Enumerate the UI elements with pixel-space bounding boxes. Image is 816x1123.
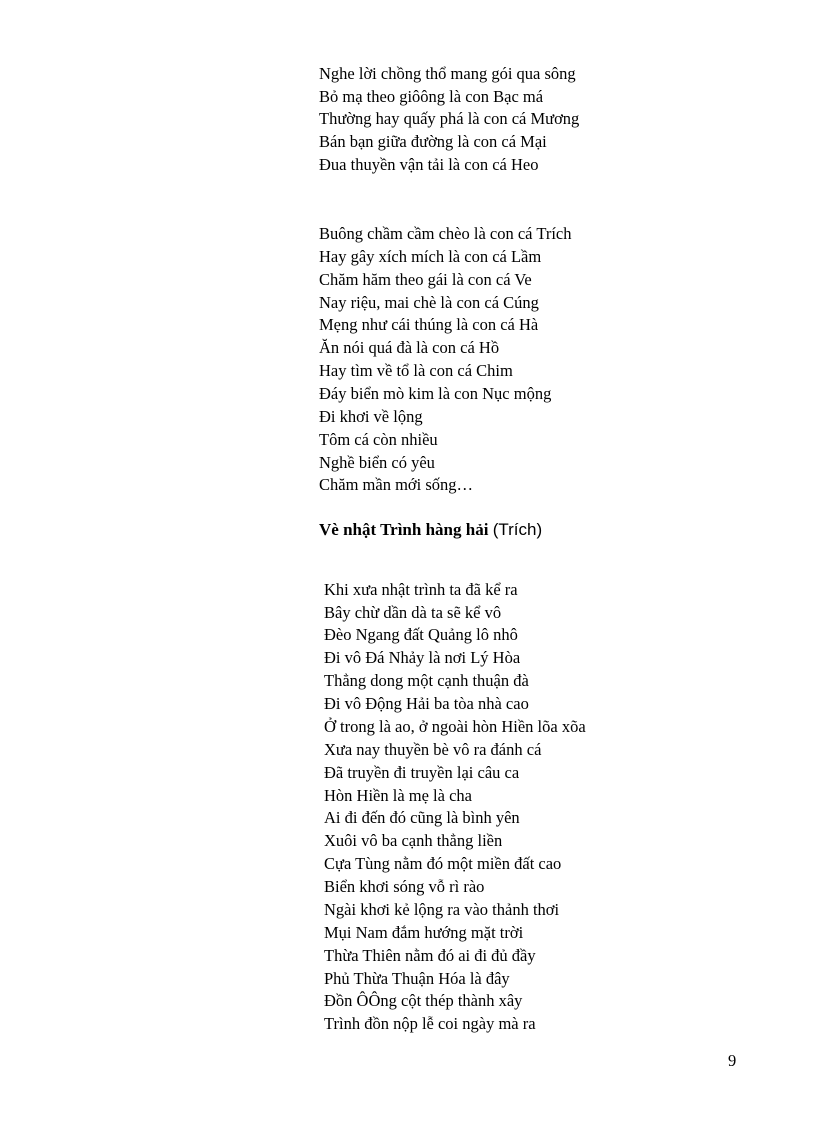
verse-line: Bây chừ dần dà ta sẽ kể vô (324, 603, 502, 622)
verse-line: Cựa Tùng nằm đó một miền đất cao (324, 854, 562, 873)
verse-line: Nghề biển có yêu (319, 453, 435, 472)
verse-line: Đua thuyền vận tải là con cá Heo (319, 155, 539, 174)
verse-line: Biển khơi sóng vỗ rì rào (324, 877, 485, 896)
verse-line: Hay gây xích mích là con cá Lầm (319, 247, 542, 266)
verse-line: Buông chầm cầm chèo là con cá Trích (319, 224, 572, 243)
verse-line: Đã truyền đi truyền lại câu ca (324, 763, 520, 782)
verse-line: Tôm cá còn nhiều (319, 430, 438, 449)
verse-line: Đồn ÔÔng cột thép thành xây (324, 991, 523, 1010)
verse-line: Xuôi vô ba cạnh thẳng liền (324, 831, 503, 850)
verse-line: Xưa nay thuyền bè vô ra đánh cá (324, 740, 542, 759)
verse-line: Thừa Thiên nằm đó ai đi đủ đầy (324, 946, 536, 965)
page-number: 9 (728, 1051, 737, 1070)
verse-line: Bán bạn giữa đường là con cá Mại (319, 132, 547, 151)
verse-line: Thẳng dong một cạnh thuận đà (324, 671, 529, 690)
verse-line: Ngài khơi kẻ lộng ra vào thảnh thơi (324, 900, 560, 919)
verse-line: Ăn nói quá đà là con cá Hồ (319, 338, 500, 357)
verse-line: Mụi Nam đắm hướng mặt trời (324, 923, 524, 942)
verse-line: Đi vô Động Hải ba tòa nhà cao (324, 694, 529, 713)
verse-line: Khi xưa nhật trình ta đã kể ra (324, 580, 518, 599)
verse-line: Chăm mần mới sống… (319, 475, 474, 494)
verse-line: Thường hay quấy phá là con cá Mương (319, 109, 580, 128)
section-note: (Trích) (492, 520, 543, 539)
verse-line: Nghe lời chồng thổ mang gói qua sông (319, 64, 576, 83)
section-heading (319, 518, 542, 542)
verse-line: Đi khơi về lộng (319, 407, 423, 426)
verse-line: Hay tìm về tổ là con cá Chim (319, 361, 513, 380)
verse-line: Đèo Ngang đất Quảng lô nhô (324, 625, 518, 644)
verse-line: Trình đồn nộp lễ coi ngày mà ra (324, 1014, 536, 1033)
section-title: Vè nhật Trình hàng hải (319, 520, 489, 539)
verse-line: Phủ Thừa Thuận Hóa là đây (324, 969, 510, 988)
verse-line: Mẹng như cái thúng là con cá Hà (319, 315, 539, 334)
verse-line: Hòn Hiền là mẹ là cha (324, 786, 472, 805)
verse-line: Ở trong là ao, ở ngoài hòn Hiền lõa xõa (324, 717, 586, 736)
verse-line: Ai đi đến đó cũng là bình yên (324, 808, 520, 827)
verse-line: Nay riệu, mai chè là con cá Cúng (319, 293, 539, 312)
verse-line: Bỏ mạ theo giôông là con Bạc má (319, 87, 544, 106)
verse-line: Chăm hăm theo gái là con cá Ve (319, 270, 532, 289)
verse-line: Đáy biển mò kim là con Nục mộng (319, 384, 552, 403)
verse-line: Đi vô Đá Nhảy là nơi Lý Hòa (324, 648, 521, 667)
